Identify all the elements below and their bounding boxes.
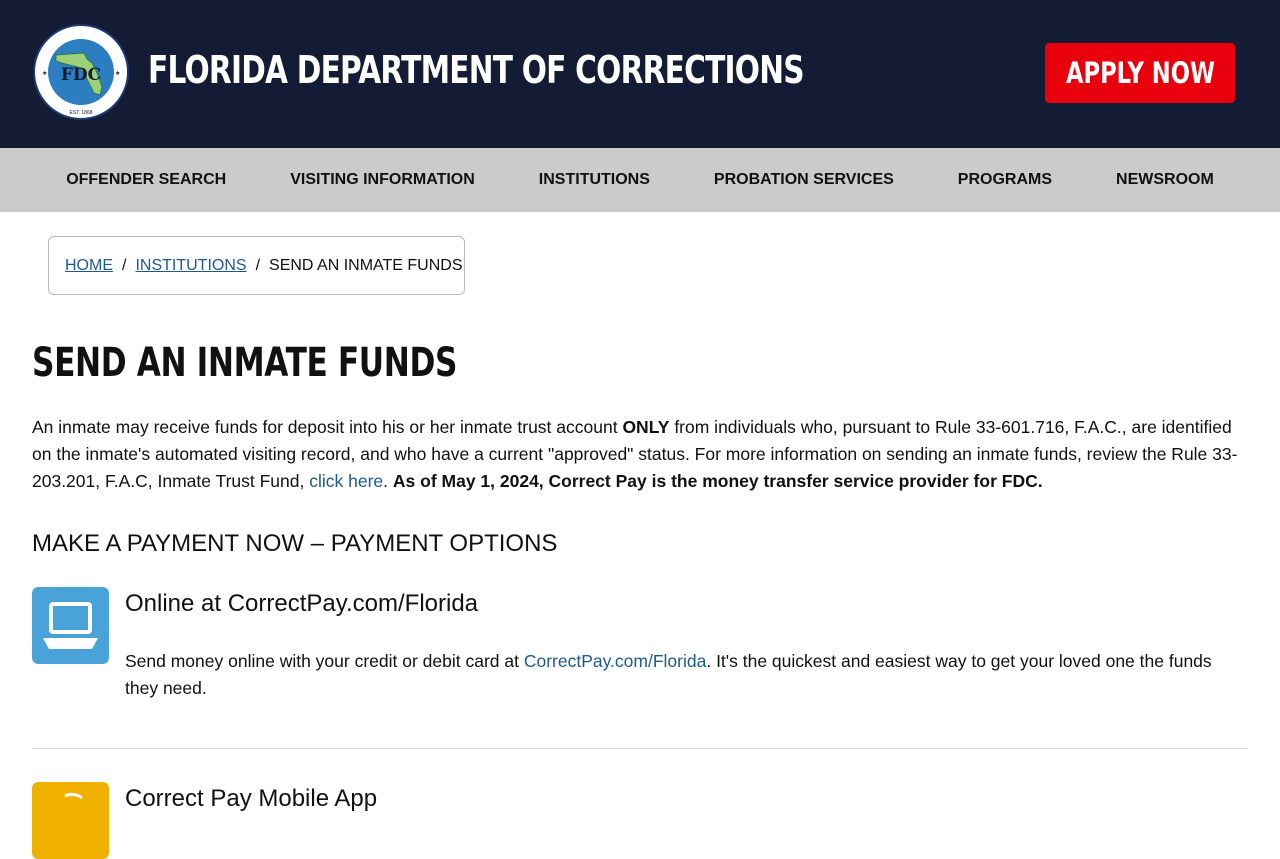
breadcrumb: [48, 236, 465, 295]
correctpay-florida-link[interactable]: CorrectPay.com/Florida: [523, 651, 707, 671]
site-title[interactable]: FLORIDA DEPARTMENT OF CORRECTIONS: [148, 48, 804, 92]
intro-text: .: [383, 471, 393, 491]
breadcrumb-home-link[interactable]: HOME: [65, 256, 113, 274]
breadcrumb-institutions-link[interactable]: INSTITUTIONS: [135, 256, 247, 274]
online-option-text: Send money online with your credit or debit card at: [125, 651, 524, 671]
intro-only-emphasis: ONLY: [622, 417, 670, 437]
nav-probation-services[interactable]: PROBATION SERVICES: [713, 171, 894, 188]
mobile-app-option-title: Correct Pay Mobile App: [125, 785, 378, 812]
breadcrumb-separator: /: [255, 256, 261, 274]
online-option-title: Online at CorrectPay.com/Florida: [125, 590, 479, 617]
svg-text:★: ★: [115, 71, 121, 77]
breadcrumb-current: SEND AN INMATE FUNDS: [269, 256, 463, 274]
nav-newsroom[interactable]: NEWSROOM: [1116, 171, 1214, 188]
fdc-seal-logo[interactable]: [32, 23, 130, 121]
site-header: [0, 0, 1280, 148]
main-nav: [0, 148, 1280, 212]
intro-paragraph: [32, 414, 1248, 495]
online-option-text: . It's the quickest and easiest way to get your loved one the funds they need.: [125, 651, 1212, 698]
nav-institutions[interactable]: INSTITUTIONS: [538, 171, 650, 188]
section-divider: [32, 748, 1248, 749]
page-title: SEND AN INMATE FUNDS: [32, 340, 458, 386]
mobile-app-icon: [32, 782, 109, 859]
svg-text:EST. 1868: EST. 1868: [69, 110, 93, 116]
apply-now-label: APPLY NOW: [1065, 56, 1215, 90]
laptop-icon: [32, 587, 109, 664]
svg-text:FDC: FDC: [60, 65, 102, 85]
click-here-link[interactable]: click here: [309, 471, 384, 491]
intro-text: from individuals who, pursuant to Rule 33-601.716, F.A.C., are identified on the inmate's automated visiting record, and who have a current "approved" status. For more information on sending an inmate funds, review the Rule 33-203.201, F.A.C, Inmate Trust Fund,: [32, 417, 1238, 491]
apply-now-button[interactable]: [1045, 43, 1235, 103]
payment-options-heading: MAKE A PAYMENT NOW – PAYMENT OPTIONS: [32, 530, 558, 557]
breadcrumb-separator: /: [122, 256, 127, 274]
intro-text: An inmate may receive funds for deposit into his or her inmate trust account: [32, 417, 623, 437]
nav-visiting-information[interactable]: VISITING INFORMATION: [290, 171, 475, 188]
nav-offender-search[interactable]: OFFENDER SEARCH: [66, 171, 227, 188]
nav-programs[interactable]: PROGRAMS: [957, 171, 1053, 188]
svg-text:★: ★: [42, 71, 48, 77]
intro-provider-notice: As of May 1, 2024, Correct Pay is the money transfer service provider for FDC.: [392, 471, 1043, 491]
online-option-description: [125, 648, 1235, 702]
